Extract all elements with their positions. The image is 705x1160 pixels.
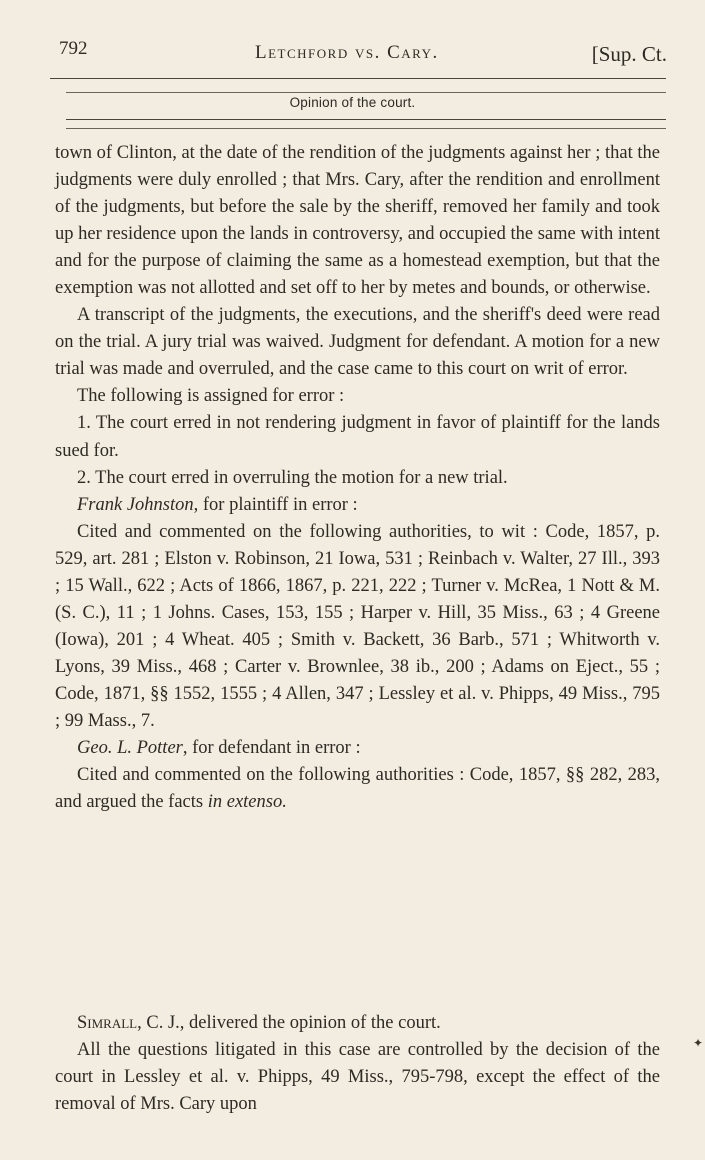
defendant-authorities [55,762,660,816]
transcript-paragraph: A transcript of the judgments, the executions, and the sheriff's deed were read on the trial. A jury trial was waived. Judgment for defendant. A motion for a new trial was made and overruled, and the case came to this court on writ of error. [55,305,660,380]
page-number: 792 [59,38,88,59]
running-head [55,38,667,72]
opinion-body: All the questions litigated in this case are controlled by the decision of the court in Lessley et al. v. Phipps, 49 Miss., 795-798, except the effect of the removal of Mrs. Cary upon [55,1040,660,1115]
opinion-intro-text: , delivered the opinion of the court. [179,1013,441,1033]
statement-paragraph: town of Clinton, at the date of the rendition of the judgments against her ; that the judgments were duly enrolled ; that Mrs. Cary, after the rendition and enrollment of the judgments, but before the sale by the sheriff, removed her family and took up her residence upon the lands in controversy, and occupied the same with intent and for the purpose of claiming the same as a homestead exemption, but that the exemption was not allotted and set off to her by metes and bounds, or otherwise. [55,143,661,299]
case-title: Letchford vs. Cary. [255,42,439,63]
header-rule [50,78,666,79]
plaintiff-counsel-name: Frank Johnston [77,494,194,515]
margin-mark: ✦ [693,1036,704,1050]
defendant-counsel-role: , for defendant in error : [182,738,361,759]
plaintiff-authorities: Cited and commented on the following authorities, to wit : Code, 1857, p. 529, art. 281 ; Elston v. Robinson, 21 Iowa, 531 ; Reinbach v. Walter, 27 Ill., 393 ; 15 Wall., 622 ; Acts of 1866, 1867, p. 221, 222 ; Turner v. McRea, 1 Nott & M. (S. C.), 11 ; 1 Johns. Cases, 153, 155 ; Harper v. Hill, 35 Miss., 63 ; 4 Greene (Iowa), 201 ; 4 Wheat. 405 ; Smith v. Backett, 36 Barb., 571 ; Whitworth v. Lyons, 39 Miss., 468 ; Carter v. Brownlee, 38 ib., 200 ; Adams on Eject., 55 ; Code, 1871, §§ 1552, 1555 ; 4 Allen, 347 ; Lessley et al. v. Phipps, 49 Miss., 795 ; 99 Mass., 7. [55,521,660,731]
opinion-intro [55,1010,660,1037]
defendant-counsel [55,735,660,762]
judge-name: Simrall, C. J. [77,1013,180,1033]
opinion [55,1010,660,1118]
section-rule-upper [66,92,666,93]
court-abbreviation: [Sup. Ct. [591,42,667,66]
case-statement [55,140,660,816]
defendant-authorities-italic: in extenso. [207,792,287,813]
error-intro: The following is assigned for error : [77,386,345,407]
plaintiff-counsel [55,492,660,519]
error-2: 2. The court erred in overruling the motion for a new trial. [77,467,508,488]
section-heading: Opinion of the court. [289,95,416,110]
section-rule-bottom [66,128,666,129]
defendant-authorities-text: Cited and commented on the following authorities : Code, 1857, §§ 282, 283, and argued the facts [55,765,660,813]
plaintiff-counsel-role: , for plaintiff in error : [193,494,358,515]
error-1: 1. The court erred in not rendering judgment in favor of plaintiff for the lands sued for. [55,413,660,461]
section-rule-lower [66,119,666,120]
defendant-counsel-name: Geo. L. Potter [77,738,183,759]
